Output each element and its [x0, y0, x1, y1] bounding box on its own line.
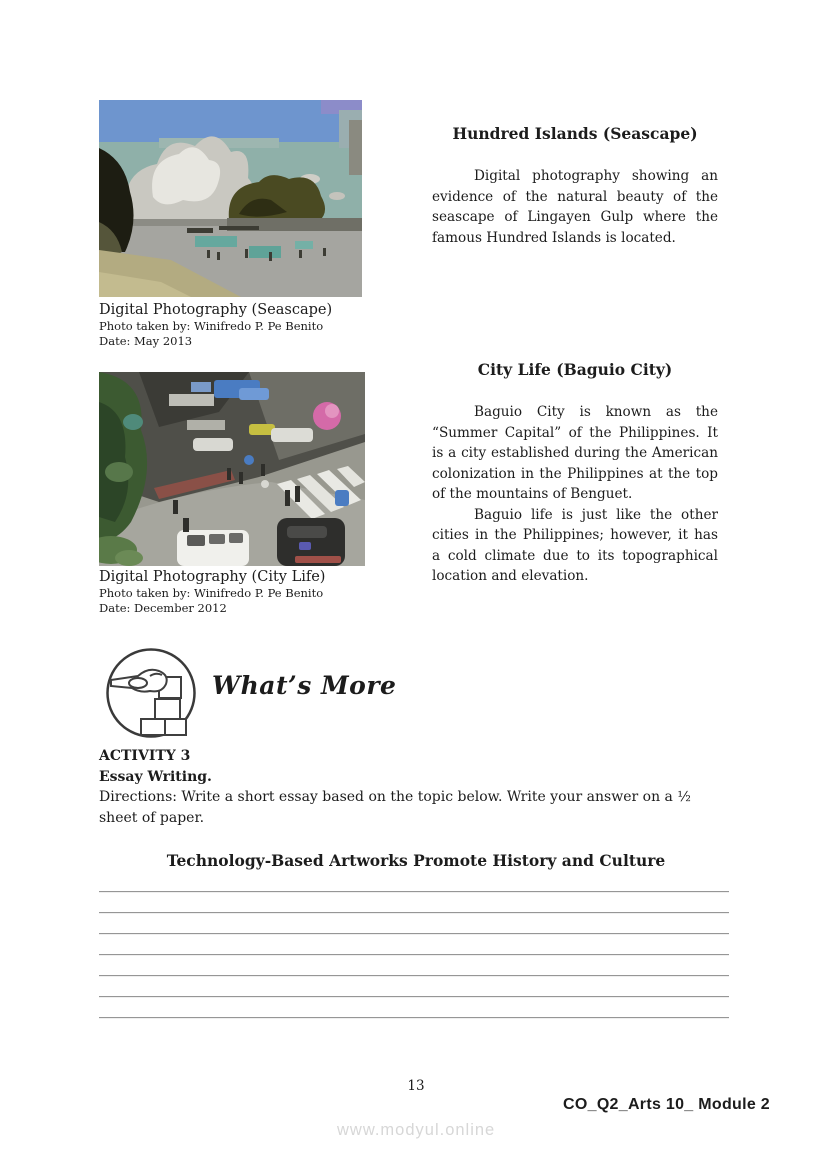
hand-stacking-blocks-icon: [104, 646, 198, 740]
essay-line: __________________________________________________________________________________________: [99, 877, 729, 893]
activity-subtitle: Essay Writing.: [99, 768, 212, 785]
seascape-caption-date: Date: May 2013: [99, 333, 193, 348]
essay-line: __________________________________________________________________________________________: [99, 961, 729, 977]
city-white-van: [177, 530, 249, 566]
citylife-caption-date: Date: December 2012: [99, 600, 227, 615]
seascape-caption: [99, 301, 399, 348]
citylife-illustration: [99, 372, 365, 566]
citylife-text-column: [432, 360, 718, 587]
seascape-body: Digital photography showing an evidence of the natural beauty of the seascape of Lingayen Gulp where the famous Hundred Islands is located.: [432, 168, 718, 246]
essay-line: __________________________________________________________________________________________: [99, 982, 729, 998]
citylife-caption-title: Digital Photography (City Life): [99, 569, 326, 585]
module-footer: CO_Q2_Arts 10_ Module 2: [563, 1096, 770, 1113]
essay-topic-heading: Technology-Based Artworks Promote History and Culture: [166, 851, 666, 870]
essay-line: __________________________________________________________________________________________: [99, 940, 729, 956]
citylife-heading: City Life (Baguio City): [477, 360, 673, 379]
essay-line: __________________________________________________________________________________________: [99, 919, 729, 935]
citylife-body-p1: Baguio City is known as the “Summer Capital” of the Philippines. It is a city established during the American colonization in the Philippines at the top of the mountains of Benguet.: [432, 404, 718, 502]
page-number: 13: [407, 1078, 425, 1094]
watermark: www.modyul.online: [337, 1121, 496, 1139]
activity-block: [99, 746, 733, 828]
essay-line: __________________________________________________________________________________________: [99, 898, 729, 914]
sea-shallow-water: [195, 236, 237, 247]
seascape-photo: [99, 100, 362, 297]
citylife-caption-photographer: Photo taken by: Winifredo P. Pe Benito: [99, 586, 324, 601]
activity-directions: Directions: Write a short essay based on the topic below. Write your answer on a ½ sheet of paper.: [99, 789, 691, 826]
citylife-body-p2: Baguio life is just like the other cities in the Philippines; however, it has a cold climate due to its topographical location and elevation.: [432, 506, 718, 584]
essay-line: __________________________________________________________________________________________: [99, 1003, 729, 1019]
seascape-caption-title: Digital Photography (Seascape): [99, 302, 333, 318]
seascape-illustration: [99, 100, 362, 297]
activity-label: ACTIVITY 3: [99, 748, 191, 764]
seascape-caption-photographer: Photo taken by: Winifredo P. Pe Benito: [99, 319, 324, 334]
essay-answer-lines: [99, 877, 731, 1024]
citylife-caption: [99, 568, 399, 615]
seascape-text-column: [432, 124, 718, 248]
seascape-heading: Hundred Islands (Seascape): [452, 124, 698, 143]
citylife-photo: [99, 372, 365, 566]
whats-more-title: What’s More: [212, 671, 397, 700]
